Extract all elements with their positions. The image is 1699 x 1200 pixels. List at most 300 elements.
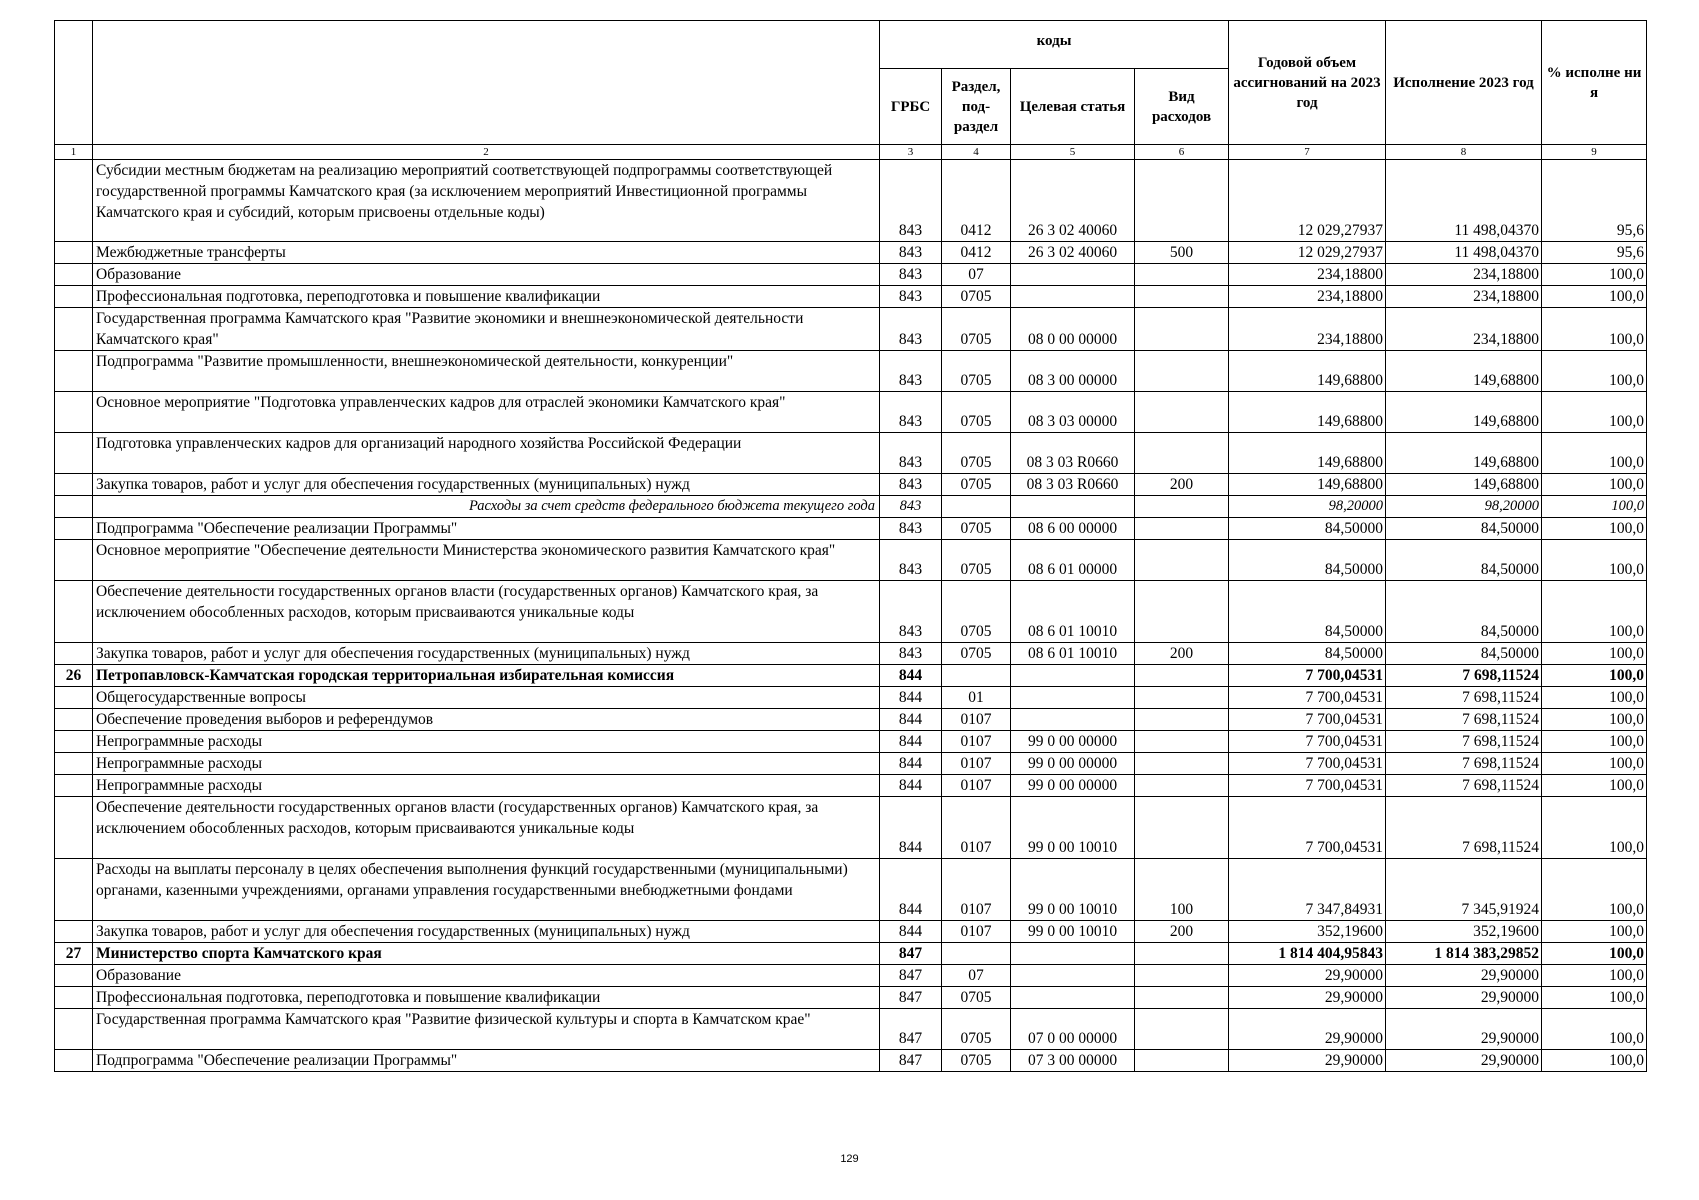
budget-sheet — [54, 20, 1646, 1072]
row-name: Расходы за счет средств федерального бюджета текущего года — [93, 496, 880, 518]
table-row — [55, 1050, 1647, 1072]
row-target-article: 99 0 00 00000 — [1011, 775, 1135, 797]
row-execution: 352,19600 — [1386, 921, 1542, 943]
table-row — [55, 987, 1647, 1009]
row-number: 26 — [55, 665, 93, 687]
table-row — [55, 351, 1647, 392]
row-target-article: 99 0 00 00000 — [1011, 731, 1135, 753]
row-grbs: 844 — [880, 797, 942, 859]
row-section: 0705 — [942, 1009, 1011, 1050]
row-percent: 100,0 — [1542, 581, 1647, 643]
row-execution: 84,50000 — [1386, 643, 1542, 665]
row-number — [55, 709, 93, 731]
row-grbs: 843 — [880, 160, 942, 242]
row-grbs: 847 — [880, 965, 942, 987]
header-percent: % исполне ния — [1542, 21, 1647, 145]
row-expense-type — [1135, 540, 1229, 581]
row-annual-volume: 29,90000 — [1229, 965, 1386, 987]
row-target-article: 99 0 00 10010 — [1011, 797, 1135, 859]
row-grbs: 843 — [880, 433, 942, 474]
row-execution: 11 498,04370 — [1386, 160, 1542, 242]
row-section: 0107 — [942, 709, 1011, 731]
row-execution: 84,50000 — [1386, 540, 1542, 581]
row-target-article: 08 6 00 00000 — [1011, 518, 1135, 540]
row-target-article — [1011, 665, 1135, 687]
row-expense-type — [1135, 496, 1229, 518]
row-target-article: 08 3 03 00000 — [1011, 392, 1135, 433]
table-body — [55, 160, 1647, 1072]
row-annual-volume: 149,68800 — [1229, 351, 1386, 392]
table-row — [55, 775, 1647, 797]
row-section: 0705 — [942, 392, 1011, 433]
row-percent: 100,0 — [1542, 797, 1647, 859]
row-name: Образование — [93, 965, 880, 987]
row-expense-type — [1135, 775, 1229, 797]
row-number: 27 — [55, 943, 93, 965]
row-name: Субсидии местным бюджетам на реализацию мероприятий соответствующей подпрограммы соответствующей государственной программы Камчатского края (за исключением мероприятий Инвестиционной программы Камчатского края и субсидий, которым присвоены отдельные коды) — [93, 160, 880, 242]
row-name: Обеспечение деятельности государственных органов власти (государственных органов) Камчатского края, за исключением обособленных расходов, которым присваиваются уникальные коды — [93, 797, 880, 859]
row-name: Обеспечение деятельности государственных органов власти (государственных органов) Камчатского края, за исключением обособленных расходов, которым присваиваются уникальные коды — [93, 581, 880, 643]
row-name: Подготовка управленческих кадров для организаций народного хозяйства Российской Федерации — [93, 433, 880, 474]
table-row — [55, 308, 1647, 351]
row-section: 01 — [942, 687, 1011, 709]
row-expense-type — [1135, 264, 1229, 286]
row-annual-volume: 84,50000 — [1229, 518, 1386, 540]
row-target-article — [1011, 687, 1135, 709]
row-section: 0107 — [942, 753, 1011, 775]
row-execution: 149,68800 — [1386, 351, 1542, 392]
table-row — [55, 965, 1647, 987]
row-name: Закупка товаров, работ и услуг для обеспечения государственных (муниципальных) нужд — [93, 921, 880, 943]
table-row — [55, 753, 1647, 775]
table-row — [55, 286, 1647, 308]
column-number: 9 — [1542, 145, 1647, 160]
table-row — [55, 496, 1647, 518]
row-percent: 100,0 — [1542, 665, 1647, 687]
row-execution: 29,90000 — [1386, 1009, 1542, 1050]
row-grbs: 847 — [880, 987, 942, 1009]
row-number — [55, 643, 93, 665]
row-section: 0705 — [942, 433, 1011, 474]
row-expense-type — [1135, 731, 1229, 753]
row-annual-volume: 7 700,04531 — [1229, 665, 1386, 687]
row-target-article — [1011, 965, 1135, 987]
row-annual-volume: 234,18800 — [1229, 264, 1386, 286]
row-name: Профессиональная подготовка, переподготовка и повышение квалификации — [93, 987, 880, 1009]
table-row — [55, 687, 1647, 709]
row-grbs: 847 — [880, 943, 942, 965]
row-number — [55, 921, 93, 943]
row-number — [55, 264, 93, 286]
row-annual-volume: 84,50000 — [1229, 581, 1386, 643]
row-number — [55, 731, 93, 753]
row-annual-volume: 234,18800 — [1229, 308, 1386, 351]
table-row — [55, 731, 1647, 753]
row-number — [55, 308, 93, 351]
row-annual-volume: 98,20000 — [1229, 496, 1386, 518]
row-section — [942, 665, 1011, 687]
row-percent: 100,0 — [1542, 496, 1647, 518]
header-annual-volume: Годовой объем ассигнований на 2023 год — [1229, 21, 1386, 145]
row-annual-volume: 12 029,27937 — [1229, 160, 1386, 242]
row-grbs: 843 — [880, 242, 942, 264]
row-expense-type: 200 — [1135, 474, 1229, 496]
row-name: Обеспечение проведения выборов и референдумов — [93, 709, 880, 731]
row-number — [55, 581, 93, 643]
row-expense-type — [1135, 987, 1229, 1009]
row-execution: 149,68800 — [1386, 433, 1542, 474]
row-number — [55, 797, 93, 859]
row-percent: 100,0 — [1542, 1050, 1647, 1072]
row-percent: 100,0 — [1542, 392, 1647, 433]
table-row — [55, 643, 1647, 665]
row-section: 0705 — [942, 581, 1011, 643]
row-expense-type: 500 — [1135, 242, 1229, 264]
table-row — [55, 797, 1647, 859]
row-target-article: 07 0 00 00000 — [1011, 1009, 1135, 1050]
row-section: 0705 — [942, 518, 1011, 540]
row-name: Основное мероприятие "Подготовка управленческих кадров для отраслей экономики Камчатского края" — [93, 392, 880, 433]
row-section: 0705 — [942, 286, 1011, 308]
row-annual-volume: 29,90000 — [1229, 1009, 1386, 1050]
row-execution: 29,90000 — [1386, 1050, 1542, 1072]
row-grbs: 843 — [880, 351, 942, 392]
row-section: 0107 — [942, 921, 1011, 943]
row-section: 0705 — [942, 540, 1011, 581]
row-percent: 95,6 — [1542, 160, 1647, 242]
row-execution: 84,50000 — [1386, 518, 1542, 540]
row-annual-volume: 149,68800 — [1229, 433, 1386, 474]
table-row — [55, 392, 1647, 433]
row-target-article — [1011, 496, 1135, 518]
row-target-article: 08 3 03 R0660 — [1011, 433, 1135, 474]
column-number: 6 — [1135, 145, 1229, 160]
header-expense-type: Вид расходов — [1135, 69, 1229, 145]
row-section: 0705 — [942, 987, 1011, 1009]
table-row — [55, 1009, 1647, 1050]
row-target-article: 08 3 00 00000 — [1011, 351, 1135, 392]
row-percent: 100,0 — [1542, 987, 1647, 1009]
row-expense-type — [1135, 965, 1229, 987]
row-percent: 100,0 — [1542, 731, 1647, 753]
row-percent: 100,0 — [1542, 308, 1647, 351]
row-target-article: 26 3 02 40060 — [1011, 242, 1135, 264]
table-row — [55, 474, 1647, 496]
page-number: 129 — [840, 1153, 859, 1165]
row-target-article — [1011, 987, 1135, 1009]
row-section: 0705 — [942, 474, 1011, 496]
table-row — [55, 665, 1647, 687]
row-expense-type: 200 — [1135, 921, 1229, 943]
row-name: Общегосударственные вопросы — [93, 687, 880, 709]
header-target-article: Целевая статья — [1011, 69, 1135, 145]
row-name: Подпрограмма "Обеспечение реализации Программы" — [93, 1050, 880, 1072]
row-execution: 29,90000 — [1386, 987, 1542, 1009]
row-number — [55, 433, 93, 474]
row-expense-type: 100 — [1135, 859, 1229, 921]
row-execution: 234,18800 — [1386, 308, 1542, 351]
row-percent: 100,0 — [1542, 775, 1647, 797]
row-grbs: 843 — [880, 518, 942, 540]
column-number: 7 — [1229, 145, 1386, 160]
row-annual-volume: 84,50000 — [1229, 643, 1386, 665]
row-grbs: 843 — [880, 540, 942, 581]
row-target-article: 08 6 01 10010 — [1011, 643, 1135, 665]
row-target-article — [1011, 286, 1135, 308]
row-percent: 100,0 — [1542, 1009, 1647, 1050]
row-annual-volume: 7 700,04531 — [1229, 753, 1386, 775]
row-name: Образование — [93, 264, 880, 286]
row-expense-type — [1135, 753, 1229, 775]
row-execution: 98,20000 — [1386, 496, 1542, 518]
row-number — [55, 351, 93, 392]
row-execution: 7 698,11524 — [1386, 753, 1542, 775]
row-section: 0107 — [942, 797, 1011, 859]
row-grbs: 844 — [880, 775, 942, 797]
row-section: 0705 — [942, 308, 1011, 351]
row-target-article: 08 6 01 10010 — [1011, 581, 1135, 643]
row-section: 0412 — [942, 160, 1011, 242]
row-annual-volume: 234,18800 — [1229, 286, 1386, 308]
row-execution: 234,18800 — [1386, 286, 1542, 308]
row-target-article: 99 0 00 10010 — [1011, 921, 1135, 943]
table-row — [55, 540, 1647, 581]
header-row-top — [55, 21, 1647, 69]
column-number: 8 — [1386, 145, 1542, 160]
row-grbs: 847 — [880, 1009, 942, 1050]
row-number — [55, 474, 93, 496]
row-annual-volume: 149,68800 — [1229, 474, 1386, 496]
row-name: Закупка товаров, работ и услуг для обеспечения государственных (муниципальных) нужд — [93, 474, 880, 496]
row-grbs: 844 — [880, 859, 942, 921]
table-row — [55, 518, 1647, 540]
row-execution: 1 814 383,29852 — [1386, 943, 1542, 965]
row-number — [55, 1009, 93, 1050]
row-number — [55, 859, 93, 921]
row-name: Государственная программа Камчатского края "Развитие экономики и внешнеэкономической деятельности Камчатского края" — [93, 308, 880, 351]
column-number: 5 — [1011, 145, 1135, 160]
row-percent: 100,0 — [1542, 540, 1647, 581]
row-annual-volume: 7 700,04531 — [1229, 731, 1386, 753]
row-number — [55, 242, 93, 264]
row-expense-type — [1135, 687, 1229, 709]
row-percent: 100,0 — [1542, 351, 1647, 392]
table-row — [55, 581, 1647, 643]
row-grbs: 843 — [880, 286, 942, 308]
row-target-article — [1011, 709, 1135, 731]
row-name: Непрограммные расходы — [93, 753, 880, 775]
row-annual-volume: 352,19600 — [1229, 921, 1386, 943]
table-row — [55, 433, 1647, 474]
row-percent: 100,0 — [1542, 474, 1647, 496]
row-expense-type — [1135, 433, 1229, 474]
row-number — [55, 540, 93, 581]
row-expense-type — [1135, 1009, 1229, 1050]
row-number — [55, 1050, 93, 1072]
row-annual-volume: 7 347,84931 — [1229, 859, 1386, 921]
row-execution: 29,90000 — [1386, 965, 1542, 987]
row-target-article — [1011, 943, 1135, 965]
row-grbs: 843 — [880, 392, 942, 433]
row-section: 0705 — [942, 351, 1011, 392]
row-grbs: 847 — [880, 1050, 942, 1072]
row-grbs: 843 — [880, 496, 942, 518]
row-grbs: 844 — [880, 687, 942, 709]
header-codes: коды — [880, 21, 1229, 69]
table-row — [55, 264, 1647, 286]
row-percent: 100,0 — [1542, 943, 1647, 965]
row-section: 0107 — [942, 731, 1011, 753]
row-expense-type — [1135, 943, 1229, 965]
header-number-cell — [55, 21, 93, 145]
row-execution: 234,18800 — [1386, 264, 1542, 286]
row-annual-volume: 149,68800 — [1229, 392, 1386, 433]
row-section — [942, 943, 1011, 965]
row-section: 0107 — [942, 859, 1011, 921]
row-name: Расходы на выплаты персоналу в целях обеспечения выполнения функций государственными (муниципальными) органами, казенными учреждениями, органами управления государственными внебюджетными фондами — [93, 859, 880, 921]
row-annual-volume: 12 029,27937 — [1229, 242, 1386, 264]
row-number — [55, 286, 93, 308]
row-percent: 100,0 — [1542, 433, 1647, 474]
row-number — [55, 160, 93, 242]
row-target-article: 08 3 03 R0660 — [1011, 474, 1135, 496]
row-expense-type — [1135, 286, 1229, 308]
row-percent: 100,0 — [1542, 859, 1647, 921]
row-number — [55, 987, 93, 1009]
row-section: 0412 — [942, 242, 1011, 264]
row-name: Закупка товаров, работ и услуг для обеспечения государственных (муниципальных) нужд — [93, 643, 880, 665]
row-name: Основное мероприятие "Обеспечение деятельности Министерства экономического развития Камчатского края" — [93, 540, 880, 581]
row-execution: 7 698,11524 — [1386, 797, 1542, 859]
row-execution: 7 345,91924 — [1386, 859, 1542, 921]
row-annual-volume: 7 700,04531 — [1229, 775, 1386, 797]
header-execution: Исполнение 2023 год — [1386, 21, 1542, 145]
row-section: 07 — [942, 965, 1011, 987]
row-execution: 7 698,11524 — [1386, 775, 1542, 797]
column-number: 4 — [942, 145, 1011, 160]
row-number — [55, 687, 93, 709]
row-expense-type — [1135, 709, 1229, 731]
row-percent: 100,0 — [1542, 518, 1647, 540]
header-grbs: ГРБС — [880, 69, 942, 145]
row-grbs: 843 — [880, 581, 942, 643]
row-percent: 100,0 — [1542, 643, 1647, 665]
column-number: 1 — [55, 145, 93, 160]
row-number — [55, 965, 93, 987]
row-target-article: 26 3 02 40060 — [1011, 160, 1135, 242]
row-grbs: 844 — [880, 921, 942, 943]
row-percent: 100,0 — [1542, 687, 1647, 709]
row-execution: 7 698,11524 — [1386, 709, 1542, 731]
column-number-row — [55, 145, 1647, 160]
row-number — [55, 753, 93, 775]
header-section: Раздел, под-раздел — [942, 69, 1011, 145]
row-name: Петропавловск-Камчатская городская территориальная избирательная комиссия — [93, 665, 880, 687]
row-annual-volume: 29,90000 — [1229, 987, 1386, 1009]
row-target-article: 08 0 00 00000 — [1011, 308, 1135, 351]
row-execution: 84,50000 — [1386, 581, 1542, 643]
row-grbs: 844 — [880, 753, 942, 775]
table-row — [55, 709, 1647, 731]
column-number: 2 — [93, 145, 880, 160]
row-expense-type — [1135, 797, 1229, 859]
row-grbs: 844 — [880, 665, 942, 687]
row-execution: 7 698,11524 — [1386, 665, 1542, 687]
row-number — [55, 496, 93, 518]
column-number: 3 — [880, 145, 942, 160]
table-row — [55, 859, 1647, 921]
row-percent: 100,0 — [1542, 965, 1647, 987]
row-grbs: 844 — [880, 731, 942, 753]
row-section: 0107 — [942, 775, 1011, 797]
row-annual-volume: 7 700,04531 — [1229, 797, 1386, 859]
row-name: Непрограммные расходы — [93, 775, 880, 797]
row-number — [55, 392, 93, 433]
row-target-article: 07 3 00 00000 — [1011, 1050, 1135, 1072]
row-execution: 11 498,04370 — [1386, 242, 1542, 264]
row-name: Профессиональная подготовка, переподготовка и повышение квалификации — [93, 286, 880, 308]
table-row — [55, 921, 1647, 943]
row-annual-volume: 1 814 404,95843 — [1229, 943, 1386, 965]
row-grbs: 843 — [880, 264, 942, 286]
row-target-article — [1011, 264, 1135, 286]
row-section: 0705 — [942, 643, 1011, 665]
row-name: Непрограммные расходы — [93, 731, 880, 753]
row-annual-volume: 7 700,04531 — [1229, 709, 1386, 731]
table-row — [55, 242, 1647, 264]
row-expense-type — [1135, 308, 1229, 351]
row-section: 07 — [942, 264, 1011, 286]
row-name: Государственная программа Камчатского края "Развитие физической культуры и спорта в Камчатском крае" — [93, 1009, 880, 1050]
row-grbs: 843 — [880, 643, 942, 665]
row-execution: 149,68800 — [1386, 392, 1542, 433]
row-annual-volume: 84,50000 — [1229, 540, 1386, 581]
row-expense-type — [1135, 392, 1229, 433]
row-execution: 149,68800 — [1386, 474, 1542, 496]
budget-execution-table — [54, 20, 1647, 1072]
row-target-article: 08 6 01 00000 — [1011, 540, 1135, 581]
row-name: Министерство спорта Камчатского края — [93, 943, 880, 965]
row-percent: 100,0 — [1542, 921, 1647, 943]
row-percent: 100,0 — [1542, 264, 1647, 286]
row-grbs: 844 — [880, 709, 942, 731]
row-percent: 100,0 — [1542, 709, 1647, 731]
row-name: Межбюджетные трансферты — [93, 242, 880, 264]
row-number — [55, 775, 93, 797]
row-expense-type — [1135, 581, 1229, 643]
row-execution: 7 698,11524 — [1386, 731, 1542, 753]
row-section: 0705 — [942, 1050, 1011, 1072]
row-percent: 100,0 — [1542, 286, 1647, 308]
row-percent: 95,6 — [1542, 242, 1647, 264]
row-grbs: 843 — [880, 474, 942, 496]
row-target-article: 99 0 00 10010 — [1011, 859, 1135, 921]
row-expense-type — [1135, 160, 1229, 242]
row-name: Подпрограмма "Развитие промышленности, внешнеэкономической деятельности, конкуренции" — [93, 351, 880, 392]
row-name: Подпрограмма "Обеспечение реализации Программы" — [93, 518, 880, 540]
row-expense-type — [1135, 518, 1229, 540]
row-execution: 7 698,11524 — [1386, 687, 1542, 709]
table-row — [55, 943, 1647, 965]
table-row — [55, 160, 1647, 242]
row-target-article: 99 0 00 00000 — [1011, 753, 1135, 775]
row-grbs: 843 — [880, 308, 942, 351]
row-expense-type: 200 — [1135, 643, 1229, 665]
row-expense-type — [1135, 665, 1229, 687]
row-percent: 100,0 — [1542, 753, 1647, 775]
row-expense-type — [1135, 1050, 1229, 1072]
row-number — [55, 518, 93, 540]
